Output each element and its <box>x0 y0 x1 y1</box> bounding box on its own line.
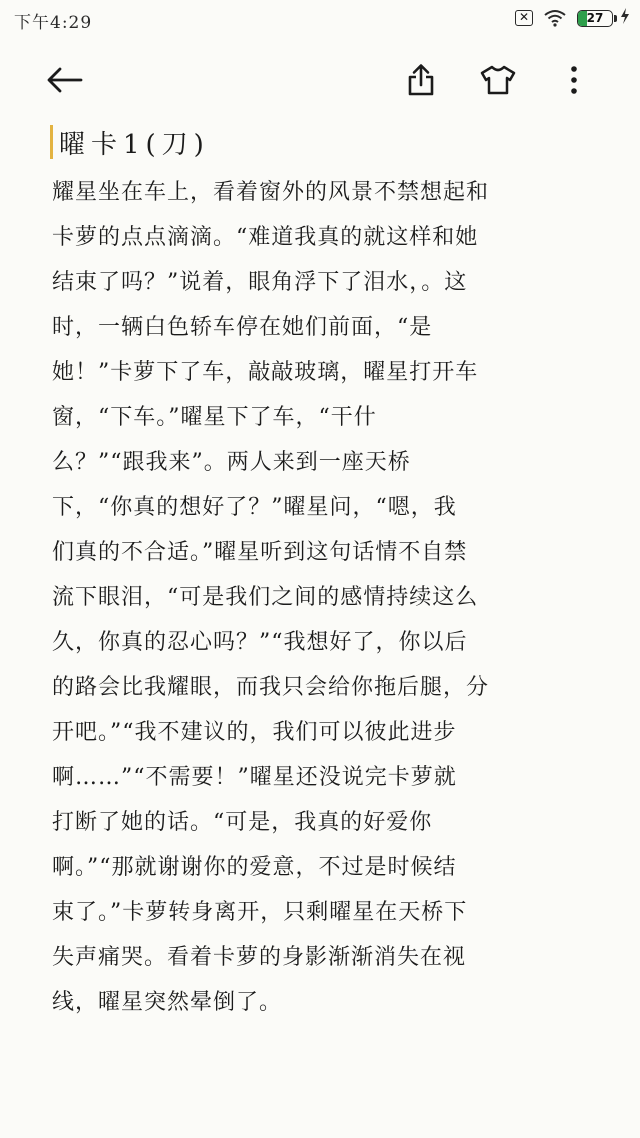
more-options-button[interactable] <box>554 62 594 102</box>
theme-button[interactable] <box>478 62 518 102</box>
note-text-line[interactable]: 耀星坐在车上，看着窗外的风景不禁想起和 <box>52 180 490 205</box>
battery-body <box>577 10 613 27</box>
share-button[interactable] <box>401 62 441 102</box>
back-arrow-icon <box>47 67 83 97</box>
note-text-line[interactable]: 时，一辆白色轿车停在她们前面，“是 <box>52 315 433 340</box>
toolbar <box>0 52 640 112</box>
no-sim-icon: ✕ <box>515 10 533 26</box>
status-time: 下午4:29 <box>14 13 93 33</box>
note-text-line[interactable]: 失声痛哭。看着卡萝的身影渐渐消失在视 <box>52 945 467 970</box>
battery-cap <box>614 15 617 22</box>
note-text-line[interactable]: 下，“你真的想好了？”曜星问，“嗯，我 <box>52 495 457 520</box>
note-text-line[interactable]: 的路会比我耀眼，而我只会给你拖后腿，分 <box>52 675 490 700</box>
note-text-line[interactable]: 线，曜星突然晕倒了。 <box>52 990 283 1015</box>
status-bar <box>0 0 640 40</box>
wifi-icon <box>543 9 567 27</box>
battery-indicator <box>577 8 630 28</box>
note-body-editor[interactable] <box>52 170 582 1025</box>
note-title[interactable]: 曜卡1(刀) <box>59 129 210 160</box>
note-text-line[interactable]: 开吧。”“我不建议的，我们可以彼此进步 <box>52 720 457 745</box>
share-icon <box>406 63 436 101</box>
note-text-line[interactable]: 窗，“下车。”曜星下了车，“干什 <box>52 405 377 430</box>
charging-icon <box>620 8 630 28</box>
note-text-line[interactable]: 结束了吗？”说着，眼角浮下了泪水，。这 <box>52 270 468 295</box>
note-text-line[interactable]: 流下眼泪，“可是我们之间的感情持续这么 <box>52 585 479 610</box>
note-text-line[interactable]: 卡萝的点点滴滴。“难道我真的就这样和她 <box>52 225 479 250</box>
note-title-field[interactable] <box>50 122 210 162</box>
note-text-line[interactable]: 们真的不合适。”曜星听到这句话情不自禁 <box>52 540 468 565</box>
note-text-line[interactable]: 啊……”“不需要！”曜星还没说完卡萝就 <box>52 765 457 790</box>
note-text-line[interactable]: 她！”卡萝下了车，敲敲玻璃，曜星打开车 <box>52 360 479 385</box>
status-icons <box>515 8 630 28</box>
text-cursor <box>50 125 53 159</box>
note-text-line[interactable]: 束了。”卡萝转身离开，只剩曜星在天桥下 <box>52 900 468 925</box>
note-text-line[interactable]: 打断了她的话。“可是，我真的好爱你 <box>52 810 433 835</box>
note-text-line[interactable]: 啊。”“那就谢谢你的爱意，不过是时候结 <box>52 855 457 880</box>
more-vertical-icon <box>569 65 579 99</box>
back-button[interactable] <box>45 62 85 102</box>
note-text-line[interactable]: 么？”“跟我来”。两人来到一座天桥 <box>52 450 411 475</box>
note-text-line[interactable]: 久，你真的忍心吗？”“我想好了，你以后 <box>52 630 468 655</box>
tshirt-icon <box>480 65 516 99</box>
battery-level: 27 <box>586 10 604 25</box>
